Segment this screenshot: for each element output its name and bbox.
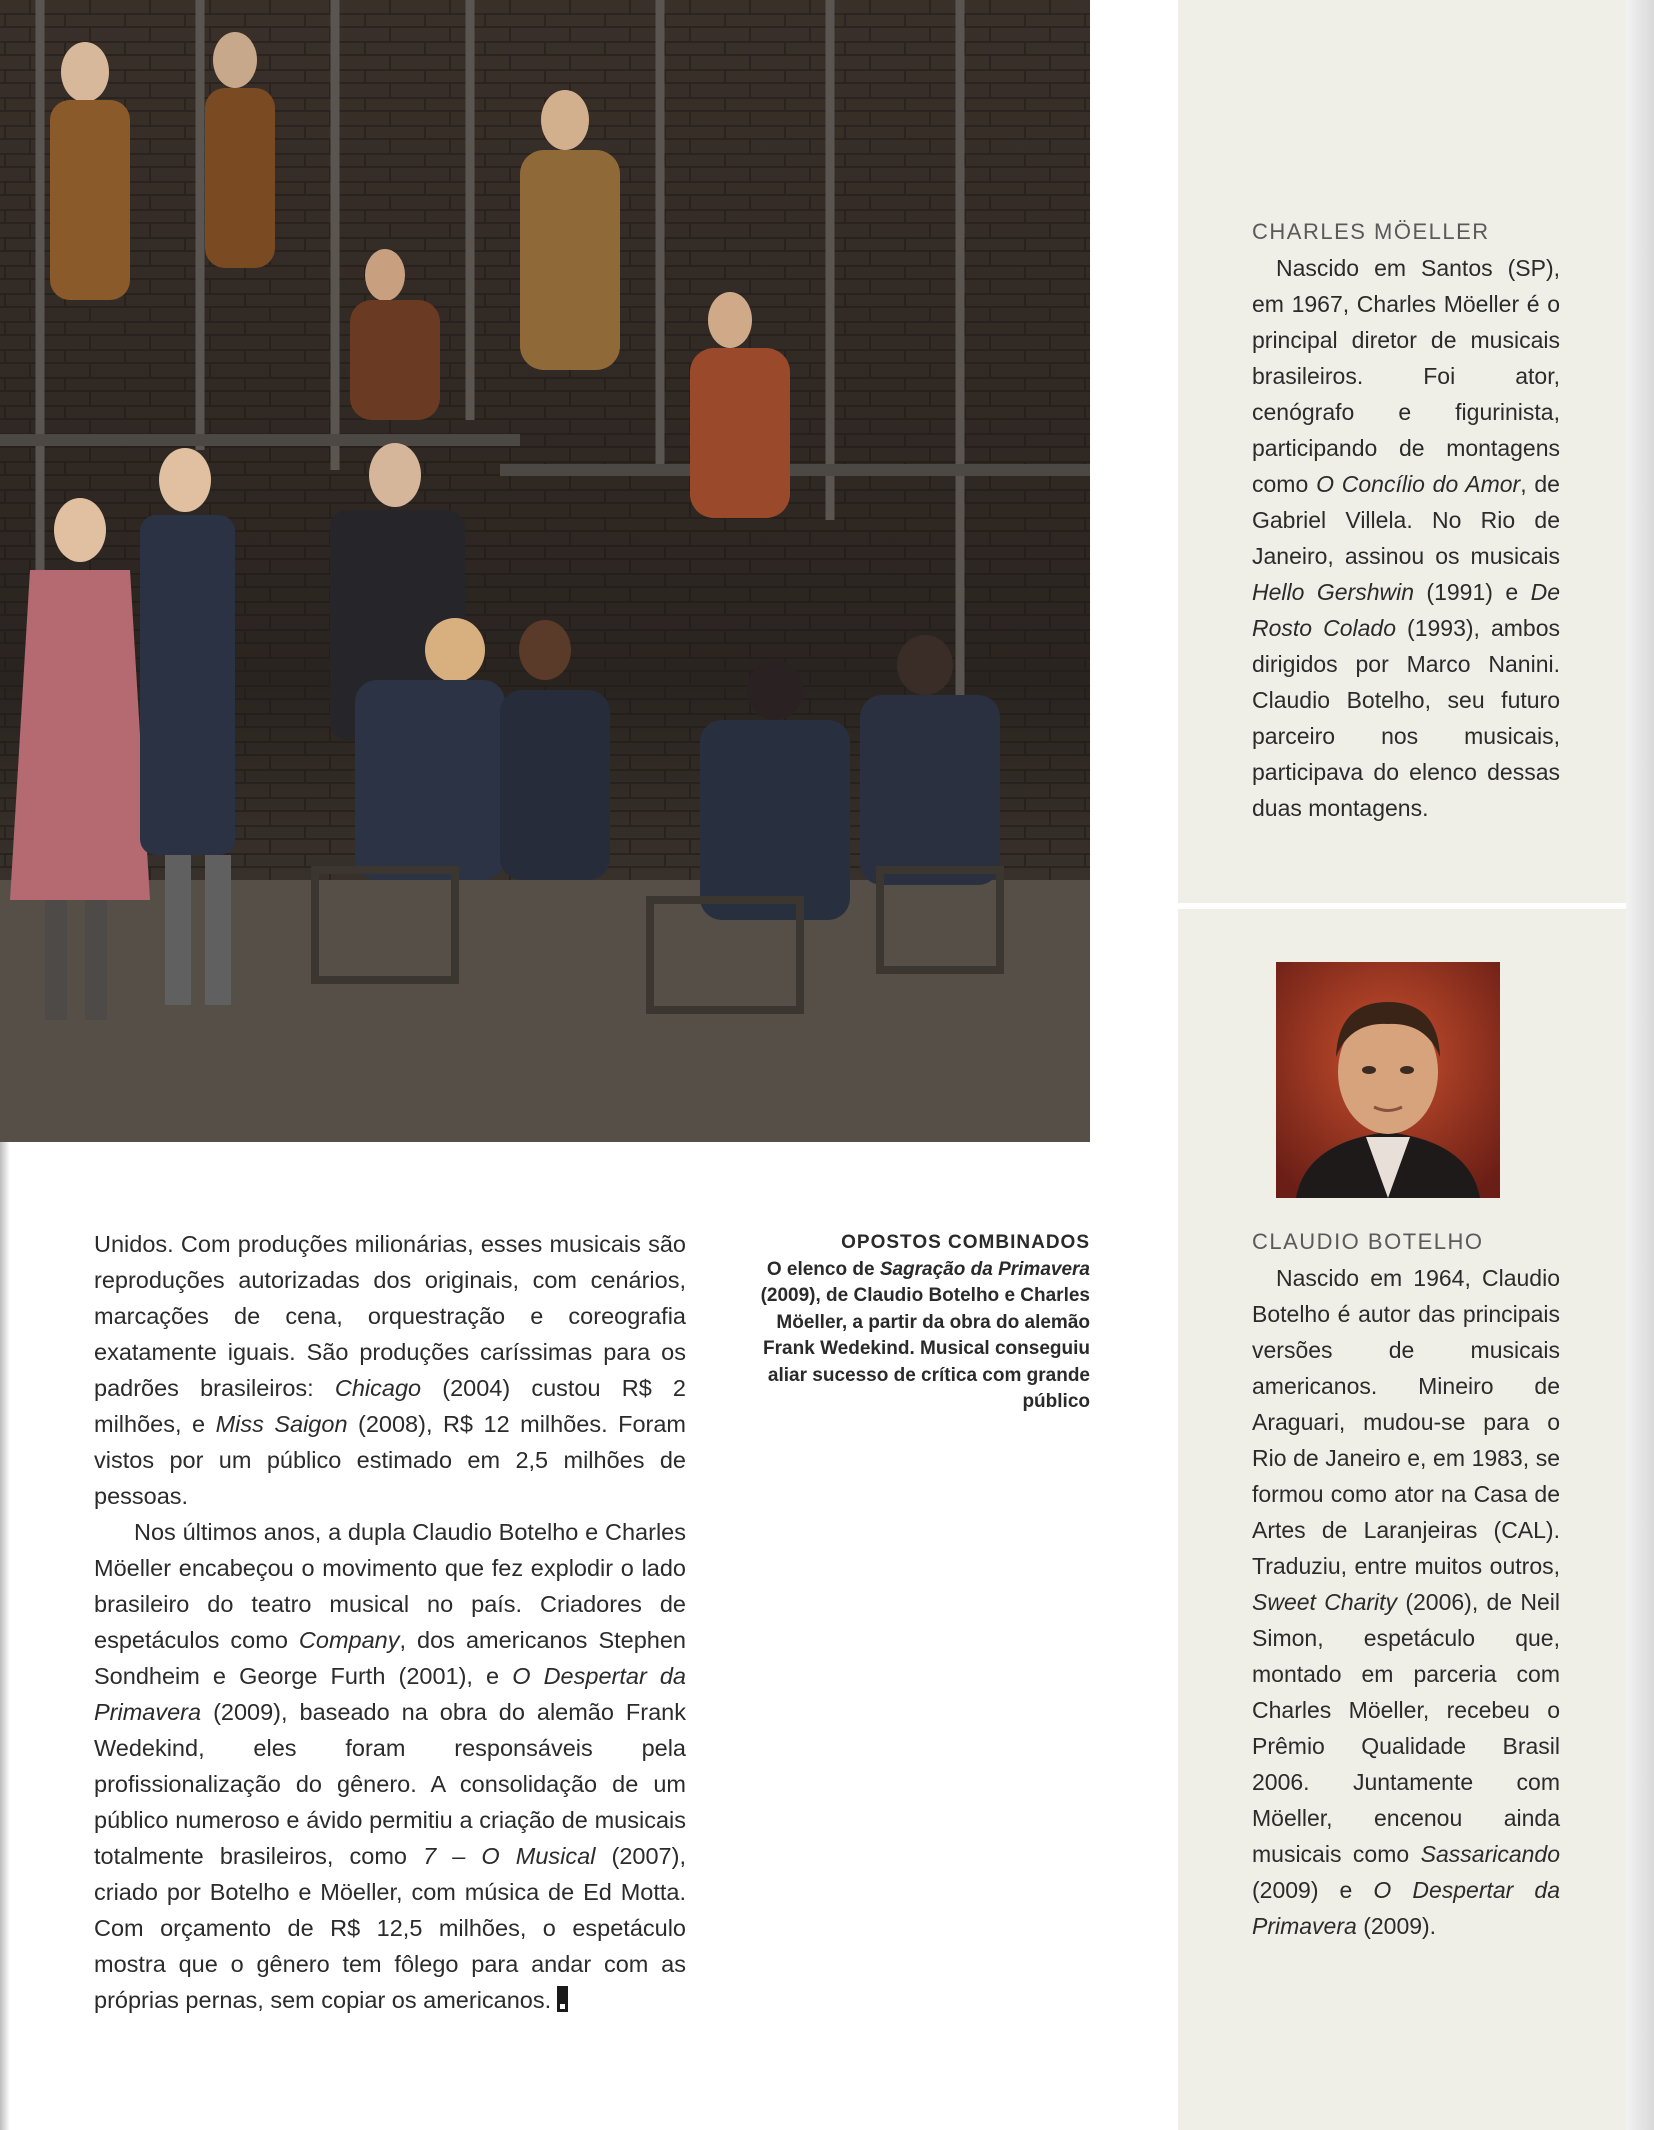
photo-caption xyxy=(738,1230,1090,1416)
sidebar-divider xyxy=(1178,903,1626,909)
bio-text-part: Nascido em Santos (SP), em 1967, Charles Möeller é o principal diretor de musicais brasileiros. Foi ator, cenógrafo e figurinista, participando de montagens como xyxy=(1252,255,1560,497)
bio-italic: O Despertar da Primavera xyxy=(1252,1877,1560,1939)
bio-italic: De Rosto Colado xyxy=(1252,579,1560,641)
bio-charles-moeller xyxy=(1252,214,1560,826)
bio-claudio-botelho xyxy=(1252,1224,1560,1944)
article-italic: Chicago xyxy=(334,1375,422,1401)
bio-text-part: (1991) e xyxy=(1414,579,1531,605)
article-paragraph-2 xyxy=(94,1514,686,2018)
bio-italic: Sassaricando xyxy=(1420,1841,1560,1867)
bio-text xyxy=(1252,1260,1560,1944)
article-body xyxy=(94,1226,686,2018)
end-of-article-icon xyxy=(557,1986,568,2012)
bio-text-part: (2009) e xyxy=(1252,1877,1374,1903)
bio-text-part: (2006), de Neil Simon, espetáculo que, montado em parceria com Charles Möeller, recebeu o Prêmio Qualidade Brasil 2006. Juntamente com Möeller, encenou ainda musicais como xyxy=(1252,1589,1560,1867)
article-paragraph-1 xyxy=(94,1226,686,1514)
bio-name: CLAUDIO BOTELHO xyxy=(1252,1229,1484,1254)
cast-photo xyxy=(0,0,1090,1142)
article-italic: O Despertar da Primavera xyxy=(94,1663,687,1725)
caption-text-2: (2009), de Claudio Botelho e Charles Möeller, a partir da obra do alemão Frank Wedekind. Musical conseguiu aliar sucesso de crítica com grande público xyxy=(760,1285,1090,1412)
article-text: (2009), baseado na obra do alemão Frank Wedekind, eles foram responsáveis pela profissionalização do gênero. A consolidação de um público numeroso e ávido permitiu a criação de musicais totalmente brasileiros, como xyxy=(94,1699,686,1869)
claudio-botelho-portrait xyxy=(1276,962,1500,1198)
caption-title: OPOSTOS COMBINADOS xyxy=(841,1232,1090,1253)
bio-name: CHARLES MÖELLER xyxy=(1252,219,1490,244)
bio-text xyxy=(1252,250,1560,826)
article-italic: Miss Saigon xyxy=(215,1411,348,1437)
bio-text-part: Nascido em 1964, Claudio Botelho é autor das principais versões de musicais americanos. Mineiro de Araguari, mudou-se para o Rio de Janeiro e, em 1983, se formou como ator na Casa de Artes de Laranjeiras (CAL). Traduziu, entre muitos outros, xyxy=(1252,1265,1560,1579)
article-text: (2004) custou R$ 2 milhões, e xyxy=(94,1375,686,1437)
article-text: (2007), criado por Botelho e Möeller, com música de Ed Motta. Com orçamento de R$ 12,5 milhões, o espetáculo mostra que o gênero tem fôlego para andar com as próprias pernas, sem copiar os americanos. xyxy=(94,1843,686,2013)
bio-text-part: (1993), ambos dirigidos por Marco Nanini. Claudio Botelho, seu futuro parceiro nos musicais, participava do elenco dessas duas montagens. xyxy=(1252,615,1560,821)
page-right-edge xyxy=(1626,0,1654,2130)
caption-text-italic: Sagração da Primavera xyxy=(879,1258,1090,1280)
article-text: , dos americanos Stephen Sondheim e George Furth (2001), e xyxy=(94,1627,686,1689)
bio-italic: Hello Gershwin xyxy=(1252,579,1414,605)
article-italic: 7 – O Musical xyxy=(423,1843,596,1869)
bio-text-part: , de Gabriel Villela. No Rio de Janeiro, assinou os musicais xyxy=(1252,471,1560,569)
article-italic: Company xyxy=(298,1627,400,1653)
article-text: Nos últimos anos, a dupla Claudio Botelho e Charles Möeller encabeçou o movimento que fez explodir o lado brasileiro do teatro musical no país. Criadores de espetáculos como xyxy=(94,1519,686,1653)
caption-text-1: O elenco de xyxy=(766,1258,880,1280)
article-text: Unidos. Com produções milionárias, esses musicais são reproduções autorizadas dos originais, com cenários, marcações de cena, orquestração e coreografia exatamente iguais. São produções caríssimas para os padrões brasileiros: xyxy=(94,1231,686,1401)
bio-italic: O Concílio do Amor xyxy=(1316,471,1521,497)
article-text: (2008), R$ 12 milhões. Foram vistos por um público estimado em 2,5 milhões de pessoas. xyxy=(94,1411,687,1509)
bio-text-part: (2009). xyxy=(1356,1913,1437,1939)
bio-italic: Sweet Charity xyxy=(1252,1589,1398,1615)
